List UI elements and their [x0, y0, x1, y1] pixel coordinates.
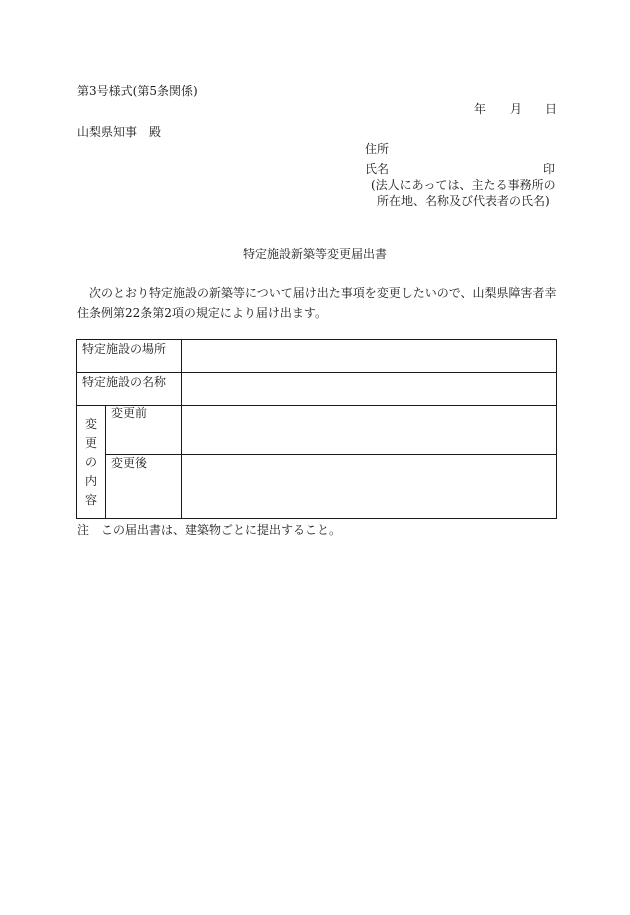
- date-month-label: 月: [510, 102, 523, 116]
- footnote: 注 この届出書は、建築物ごとに提出すること。: [77, 523, 342, 537]
- after-change-label: 変更後: [111, 456, 148, 470]
- column-divider: [105, 405, 106, 519]
- change-content-char: 内: [84, 473, 97, 488]
- change-content-char: 容: [84, 492, 97, 507]
- date-day-label: 日: [545, 102, 558, 116]
- change-content-char: 更: [84, 435, 97, 450]
- before-change-label: 変更前: [111, 406, 148, 420]
- seal-mark: 印: [543, 162, 556, 176]
- change-content-label: [77, 405, 105, 519]
- name-label: 氏名: [365, 162, 390, 176]
- date-year-label: 年: [474, 102, 487, 116]
- row-divider: [77, 405, 556, 406]
- change-content-char: の: [84, 454, 97, 469]
- corporate-note-line-2: 所在地、名称及び代表者の氏名): [377, 194, 550, 208]
- body-text: 次のとおり特定施設の新築等について届け出た事項を変更したいので、山梨県障害者幸住条例第22条第2項の規定により届け出ます。: [77, 286, 557, 320]
- column-divider: [181, 405, 182, 519]
- column-divider: [181, 340, 182, 405]
- form-number: 第3号様式(第5条関係): [77, 84, 198, 98]
- change-content-char: 変: [84, 416, 97, 431]
- facility-name-label: 特定施設の名称: [82, 375, 167, 389]
- address-label: 住所: [365, 142, 390, 156]
- document-title: 特定施設新築等変更届出書: [242, 247, 387, 261]
- form-table: [76, 339, 557, 519]
- facility-location-label: 特定施設の場所: [82, 342, 167, 356]
- row-divider: [77, 372, 556, 373]
- corporate-note-line-1: (法人にあっては、主たる事務所の: [371, 178, 556, 192]
- addressee: 山梨県知事 殿: [77, 125, 162, 139]
- row-divider: [105, 454, 556, 455]
